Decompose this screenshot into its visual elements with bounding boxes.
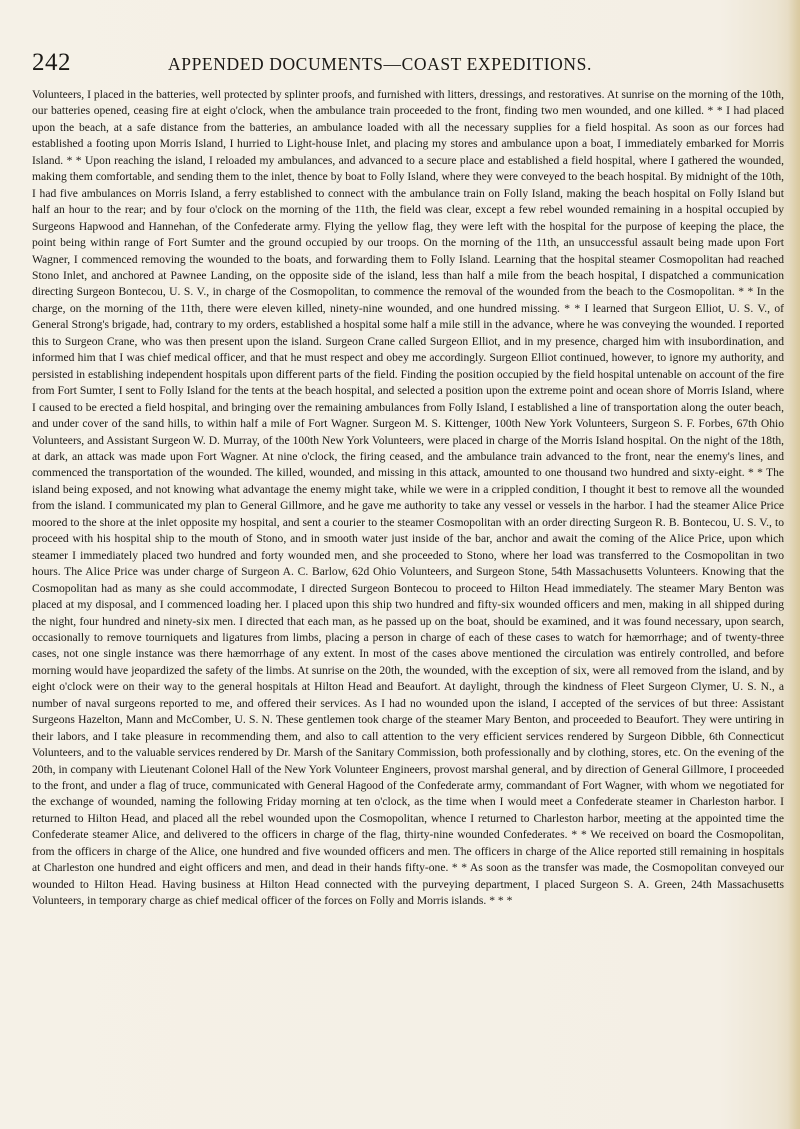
body-paragraph: Volunteers, I placed in the batteries, well protected by splinter proofs, and furnished with litters, dressings, and restoratives. At sunrise on the morning of the 10th, our batteries opened, ceasing fire at eight o'clock, when the ambulance train proceeded to the front, finding two men wounded, and one killed. * * I had placed upon the beach, at a safe distance from the batteries, an ambulance loaded with all the necessary supplies for a field hospital. As soon as our forces had established a footing upon Morris Island, I hurried to Light-house Inlet, and placing my stores and ambulance upon a boat, I immediately embarked for Morris Island. * * Upon reaching the island, I reloaded my ambulances, and advanced to a secure place and established a field hospital, where I gathered the wounded, making them comfortable, and sending them to the inlet, thence by boat to Folly Island, where they were conveyed to the beach hospital. By midnight of the 10th, I had five ambulances on Morris Island, a ferry established to connect with the ambulance train on Folly Island, making the beach hospital on Folly Island but half an hour to the rear; and by four o'clock on the morning of the 11th, the field was clear, except a few rebel wounded remaining in a hospital occupied by Surgeons Hapwood and Hannehan, of the Confederate army. Flying the yellow flag, they were left with the hospital for the purpose of keeping the place, the point being within range of Fort Sumter and the ground occupied by our troops. On the morning of the 11th, an unsuccessful assault being made upon Fort Wagner, I commenced removing the wounded to the boats, and forwarding them to Folly Island. Learning that the hospital steamer Cosmopolitan had reached Stono Inlet, and anchored at Pawnee Landing, on the opposite side of the island, less than half a mile from the beach hospital, I dispatched a communication directing Surgeon Bontecou, U. S. V., in charge of the Cosmopolitan, to commence the removal of the wounded from the beach to the Cosmopolitan. * * In the charge, on the morning of the 11th, there were eleven killed, ninety-nine wounded, and one hundred missing. * * I learned that Surgeon Elliot, U. S. V., of General Strong's brigade, had, contrary to my orders, established a hospital some half a mile still in the advance, where he was conveying the wounded. I reported this to Surgeon Crane, who was then present upon the island. Surgeon Crane called Surgeon Elliot, and in my presence, charged him with insubordination, and informed him that I was chief medical officer, and that he must respect and obey me accordingly. Surgeon Elliot continued, however, to ignore my authority, and persisted in establishing independent hospitals upon different parts of the field. Finding the position occupied by the field hospital untenable on account of the fire from Fort Sumter, I sent to Folly Island for the tents at the beach hospital, and selected a position upon the extreme point and ocean shore of Morris Island, where I caused to be erected a field hospital, and bringing over the remaining ambulances from Folly Island, I established a line of transportation along the outer beach, and under cover of the sand hills, to within half a mile of Fort Wagner. Surgeon M. S. Kittenger, 100th New York Volunteers, Surgeon S. F. Forbes, 67th Ohio Volunteers, and Assistant Surgeon W. D. Murray, of the 100th New York Volunteers, were placed in charge of the Morris Island hospital. On the night of the 18th, at dark, an attack was made upon Fort Wagner. At nine o'clock, the firing ceased, and the ambulance train advanced to the front, near the enemy's lines, and commenced the transportation of the wounded. The killed, wounded, and missing in this attack, amounted to one thousand two hundred and sixty-eight. * * The island being exposed, and not knowing what advantage the enemy might take, while we were in a crippled condition, I thought it best to remove all the wounded from the island. I communicated my plan to General Gillmore, and he gave me authority to take any vessel or vessels in the harbor. I had the steamer Alice Price moored to the shore at the inlet opposite my hospital, and sent a courier to the steamer Cosmopolitan with an order directing Surgeon R. B. Bontecou, U. S. V., to proceed with his hospital ship to the mouth of Stono, and in smooth water just inside of the bar, anchor and await the coming of the Alice Price, upon which steamer I immediately placed two hundred and forty wounded men, and she proceeded to Stono, where her load was transferred to the Cosmopolitan in two hours. The Alice Price was under charge of Surgeon A. C. Barlow, 62d Ohio Volunteers, and Surgeon Stone, 54th Massachusetts Volunteers. Knowing that the Cosmopolitan had as many as she could accommodate, I directed Surgeon Bontecou to proceed to Hilton Head immediately. The steamer Mary Benton was placed at my disposal, and I commenced loading her. I placed upon this ship two hundred and fifty-six wounded officers and men, making in all shipped during the night, four hundred and ninety-six men. I directed that each man, as he passed up on the boat, should be examined, and it was found necessary, upon search, occasionally to remove tourniquets and ligatures from limbs, placing a person in charge of each of these cases to watch for hæmorrhage; and of twenty-three cases, not one single instance was there hæmorrhage of any extent. In most of the cases above mentioned the circulation was entirely controlled, and before morning would have jeopardized the safety of the limbs. At sunrise on the 20th, the wounded, with the exception of six, were all removed from the island, and by eight o'clock were on their way to the general hospitals at Hilton Head and Beaufort. At daylight, through the kindness of Fleet Surgeon Clymer, U. S. N., a number of naval surgeons reported to me, and offered their services. As I had no wounded upon the island, I accepted of the services of but three: Assistant Surgeons Hazelton, Mann and McComber, U. S. N. These gentlemen took charge of the steamer Mary Benton, and proceeded to Beaufort. They were untiring in their labors, and I take pleasure in recommending them, and also to call attention to the very efficient services rendered by Surgeon Dibble, 6th Connecticut Volunteers, and to the valuable services rendered by Dr. Marsh of the Sanitary Commission, both professionally and by clothing, stores, etc. On the evening of the 20th, in company with Lieutenant Colonel Hall of the New York Volunteer Engineers, provost marshal general, and by direction of General Gillmore, I proceeded to the front, and under a flag of truce, communicated with General Hagood of the Confederate army, commandant of Fort Wagner, with whom we negotiated for the exchange of wounded, naming the following Friday morning at ten o'clock, as the time when I would meet a Confederate steamer in Charleston harbor. I returned to Hilton Head, and placed all the rebel wounded upon the Cosmopolitan, whence I returned to Charleston harbor, meeting at the appointed time the Confederate steamer Alice, and delivered to the officers in charge of the flag, thirty-nine wounded Confederates. * * We received on board the Cosmopolitan, from the officers in charge of the Alice, one hundred and five wounded officers and men. The officers in charge of the Alice reported still remaining in hospitals at Charleston one hundred and eight officers and men, and dead in their hands fifty-one. * * As soon as the transfer was made, the Cosmopolitan conveyed our wounded to Hilton Head. Having business at Hilton Head connected with the purveying department, I placed Surgeon S. A. Green, 24th Massachusetts Volunteers, in temporary charge as chief medical officer of the forces on Folly and Morris islands. * * * <box>32 88 784 908</box>
page-number: 242 <box>32 49 71 76</box>
running-title: APPENDED DOCUMENTS—COAST EXPEDITIONS. <box>168 54 592 74</box>
running-head <box>32 48 784 78</box>
page-edge-shading <box>788 0 800 1129</box>
